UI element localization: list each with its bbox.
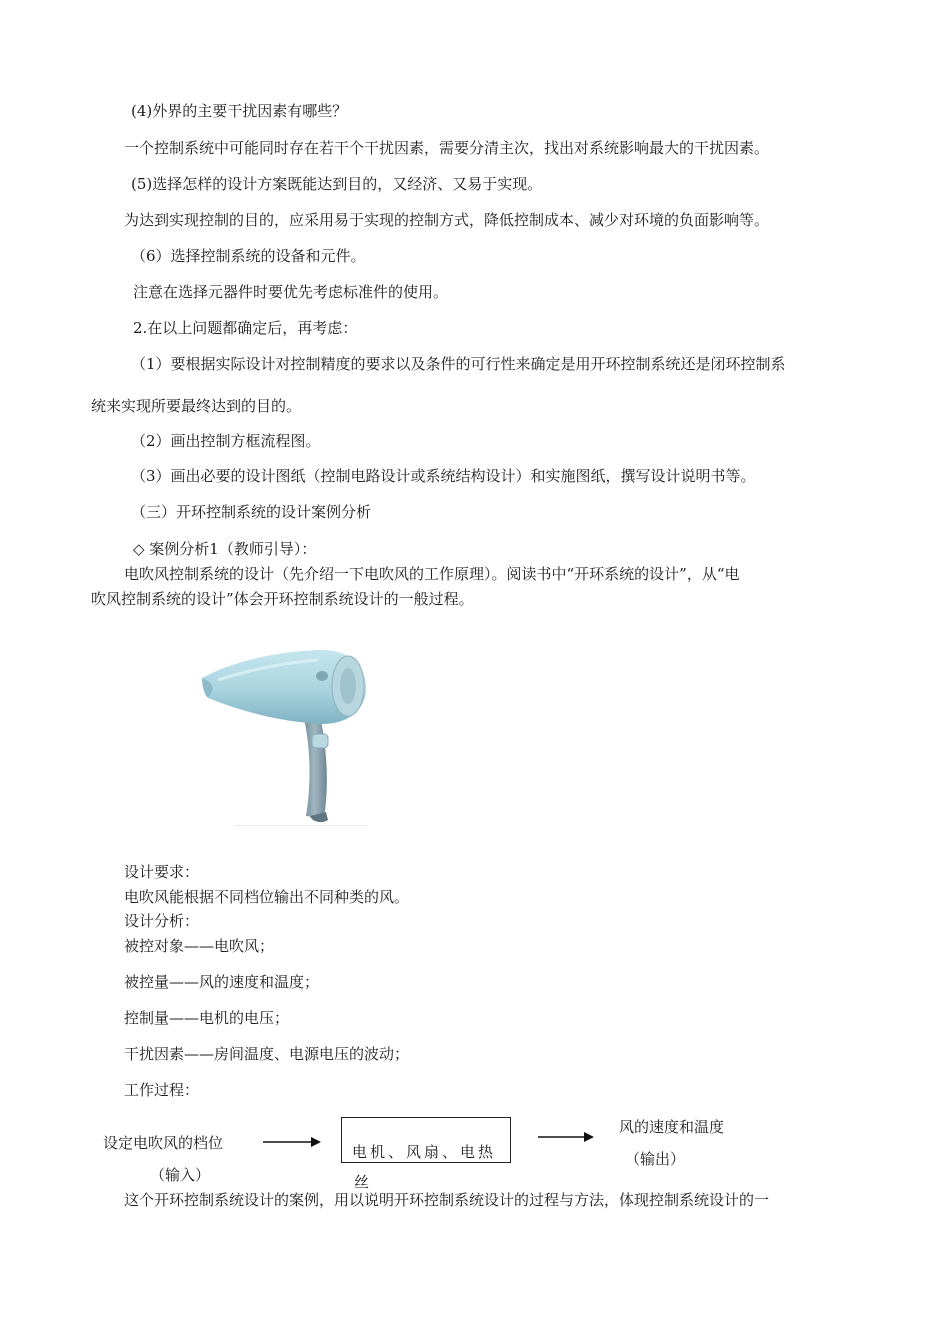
hair-dryer-image bbox=[198, 640, 368, 826]
paragraph-line: 注意在选择元器件时要优先考虑标准件的使用。 bbox=[133, 283, 449, 301]
paragraph-line: 统来实现所要最终达到的目的。 bbox=[91, 397, 302, 415]
flow-box-label: 电机、风扇、电热 bbox=[352, 1143, 497, 1161]
section-heading: （三）开环控制系统的设计案例分析 bbox=[131, 503, 372, 521]
paragraph-line: 被控对象——电吹风； bbox=[124, 937, 275, 955]
paragraph-line: 2.在以上问题都确定后，再考虑： bbox=[133, 319, 358, 337]
flow-box-label-continued: 丝 bbox=[354, 1173, 370, 1191]
paragraph-line: 一个控制系统中可能同时存在若干个干扰因素，需要分清主次，找出对系统影响最大的干扰因素。 bbox=[124, 139, 770, 157]
paragraph-line: 设计分析： bbox=[124, 912, 200, 930]
flow-arrow-right-icon bbox=[538, 1130, 598, 1144]
paragraph-line: 工作过程： bbox=[124, 1081, 200, 1099]
paragraph-line: (5)选择怎样的设计方案既能达到目的，又经济、又易于实现。 bbox=[131, 175, 543, 193]
flow-output-label: 风的速度和温度 bbox=[619, 1118, 725, 1136]
flow-input-label: 设定电吹风的档位 bbox=[103, 1134, 224, 1152]
case-heading: ◇ 案例分析1（教师引导）： bbox=[133, 540, 317, 558]
paragraph-line: 为达到实现控制的目的，应采用易于实现的控制方式，降低控制成本、减少对环境的负面影响等。 bbox=[124, 211, 770, 229]
paragraph-line: （2）画出控制方框流程图。 bbox=[131, 432, 321, 450]
paragraph-line: （3）画出必要的设计图纸（控制电路设计或系统结构设计）和实施图纸，撰写设计说明书等。 bbox=[131, 467, 756, 485]
paragraph-line: 设计要求： bbox=[124, 863, 200, 881]
paragraph-line: 干扰因素——房间温度、电源电压的波动； bbox=[124, 1045, 410, 1063]
paragraph-line: 电吹风能根据不同档位输出不同种类的风。 bbox=[124, 888, 410, 906]
flow-arrow-right-icon bbox=[263, 1135, 323, 1149]
paragraph-line: （1）要根据实际设计对控制精度的要求以及条件的可行性来确定是用开环控制系统还是闭环控制系 bbox=[131, 355, 786, 373]
paragraph-line: 控制量——电机的电压； bbox=[124, 1009, 290, 1027]
paragraph-line: (4)外界的主要干扰因素有哪些？ bbox=[131, 102, 348, 120]
paragraph-line: 吹风控制系统的设计”体会开环控制系统设计的一般过程。 bbox=[91, 590, 474, 608]
paragraph-line: 这个开环控制系统设计的案例，用以说明开环控制系统设计的过程与方法，体现控制系统设计的一 bbox=[124, 1191, 770, 1209]
paragraph-line: （6）选择控制系统的设备和元件。 bbox=[131, 247, 366, 265]
paragraph-line: 电吹风控制系统的设计（先介绍一下电吹风的工作原理）。阅读书中“开环系统的设计”，从“电 bbox=[124, 565, 740, 583]
paragraph-line: 被控量——风的速度和温度； bbox=[124, 973, 320, 991]
flow-output-note: （输出） bbox=[625, 1150, 686, 1168]
flow-input-note: （输入） bbox=[150, 1166, 211, 1184]
